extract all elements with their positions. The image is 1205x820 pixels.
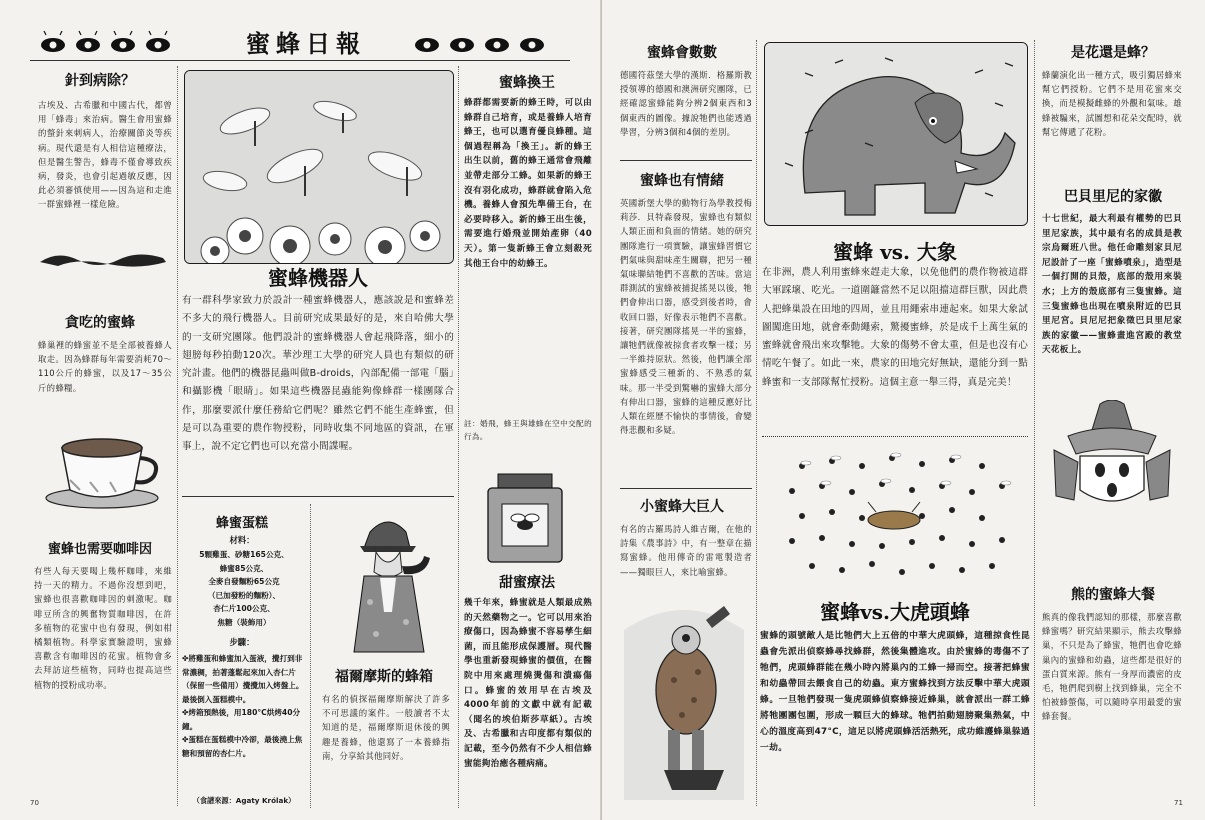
elephant-rule: [762, 436, 1028, 437]
elephant-illustration: [764, 42, 1028, 226]
emotion-title: 蜜蜂也有情緒: [640, 173, 724, 189]
bee-robot-illustration: [184, 70, 454, 264]
robot-rule: [182, 496, 454, 497]
giant-title: 小蜜蜂大巨人: [640, 499, 724, 515]
coffee-body: 有些人每天要喝上幾杯咖啡，來維持一天的精力。不過你沒想到吧，蜜蜂也很喜歡咖啡因的刺激呢。咖啡豆所含的興奮物質咖啡因，在許多植物的花蜜中也有發現，例如柑橘類植物。科學家實驗證明，蜜蜂喜歡含有咖啡因的花蜜。植物會多去拜訪這些植物，同時也提高這些植物的授粉成功率。: [34, 566, 172, 690]
left-page: [0, 0, 601, 820]
honey-jar-icon: [478, 470, 572, 566]
holmes-body: 有名的偵探福爾摩斯解決了許多不可思議的案件。一般讀者不太知道的是，福爾摩斯退休後的興趣是養蜂，他還寫了一本養蜂指南，分享給其他同好。: [322, 694, 450, 761]
cyclops-illustration: [624, 600, 744, 800]
needle-title: 針到病除？: [65, 73, 135, 89]
masthead-rule: [30, 60, 570, 61]
sweet-body: 幾千年來，蜂蜜就是人類最成熟的天然藥物之一。它可以用來治療傷口，因為蜂蜜不容易孳生細菌，而且能形成保護層。現代醫學也重新發現蜂蜜的價值，在醫院中用來處理燒燙傷和潰瘍傷口。蜂蜜的效用早在古埃及4000年前的文獻中就有記載（聞名的埃伯斯莎草紙）。古埃及、古希臘和古印度都有類似的記載，至今仍然有不少人相信蜂蜜能夠治癒各種病痛。: [464, 598, 592, 769]
wave-ornament-icon: [38, 250, 168, 270]
cake-source: （食譜來源：Agaty Królak）: [192, 796, 296, 805]
cake-step: ✤蛋糕在蛋糕模中冷卻，最後澆上焦糖和預留的杏仁片。: [182, 735, 303, 758]
queen-title: 蜜蜂換王: [499, 75, 555, 91]
cake-ingredients: [182, 548, 306, 629]
queen-body: 蜂群都需要新的蜂王時，可以由蜂群自己培育，或是養蜂人培育蜂王，也可以選育優良蜂種。這個過程稱為「換王」。新的蜂王出生以前，舊的蜂王通常會飛離並帶走部分工蜂。如果新的蜂王沒有羽化成功，蜂群就會陷入危機。養蜂人會預先準備王台，在必要時移入。新的蜂王出生後，需要進行婚飛並開始產卵（40天）。第一隻新蜂王會立刻殺死其他王台中的幼蜂王。: [464, 98, 592, 269]
coffee-title: 蜜蜂也需要咖啡因: [47, 542, 152, 557]
column-divider: [177, 66, 178, 806]
bee-eye-ornament-icon-right: [410, 30, 560, 56]
needle-body: 古埃及、古希臘和中國古代，都曾用「蜂毒」來治病。醫生會用蜜蜂的螫針來刺病人，治療關節炎等疾病。現代還是有人相信這種療法，但是醫生警告，蜂毒不僅會導致疾病，發炎，也會引起過敏反應，因此必須審慎使用——因為這和走進一群蜜蜂裡一樣危險。: [38, 100, 172, 210]
hornet-title: 蜜蜂vs.大虎頭蜂: [820, 600, 970, 624]
flower-title: 是花還是蜂？: [1071, 45, 1155, 61]
elephant-body: 在非洲，農人利用蜜蜂來趕走大象，以免他們的農作物被這群大軍踩壞、吃光。一道圍籬當然不足以阻擋這群巨獸，因此農人把蜂巢設在田地的四周，並且用繩索串連起來。如果大象試圖闖進田地，就會牽動繩索，驚擾蜜蜂，於是成千上萬生氣的蜜蜂就會飛出來攻擊牠。大象的傷勢不會太重，但是也沒有心情吃午餐了。如此一來，農家的田地完好無缺，還能分到一點蜂蜜和一支部隊幫忙授粉。這個主意一舉三得，真是完美！: [762, 267, 1028, 388]
left-page-number: 70: [30, 799, 39, 807]
bear-title: 熊的蜜蜂大餐: [1071, 587, 1155, 603]
column-divider: [458, 66, 459, 808]
column-divider: [310, 504, 311, 808]
greedy-body: 蜂巢裡的蜂蜜並不是全部被養蜂人取走。因為蜂群每年需要消耗70～110公斤的蜂蜜，以及17～35公斤的蜂糧。: [38, 340, 172, 393]
masthead-title: 蜜蜂日報: [246, 29, 366, 58]
barberini-body: 十七世紀，最大利最有權勢的巴貝里尼家族，其中最有名的成員是教宗烏爾班八世。他任命雕刻家貝尼尼設計了一座「蜜蜂噴泉」，造型是一個打開的貝殼，底部的殼用來裝水；上方的殼底部有三隻蜜蜂。這三隻蜜蜂也出現在噴泉附近的巴貝里尼宮。貝尼尼把象徵巴貝里尼家族的家徽——蜜蜂畫進宮殿的教堂天花板上。: [1042, 214, 1182, 356]
count-body: 德國符茲堡大學的漢斯．格羅斯教授領導的德國和澳洲研究團隊，已經確認蜜蜂能夠分辨2個東西和3個東西的圖像。據說牠們也能透過學習，分辨3個和4個的差別。: [620, 70, 752, 137]
hornet-body: 蜜蜂的頭號敵人是比牠們大上五倍的中華大虎頭蜂，這種掠食性昆蟲會先派出偵察蜂尋找蜂群，然後集體進攻。由於蜜蜂的毒傷不了牠們，虎頭蜂群能在幾小時內將巢內的工蜂一掃而空。接著把蜂蜜和幼蟲帶回去餵食自己的幼蟲。東方蜜蜂找到方法反擊中華大虎頭蜂。一旦牠們發現一隻虎頭蜂偵察蜂接近蜂巢，就會派出一群工蜂將牠團團包圍，形成一顆巨大的蜂球。牠們拍動翅膀聚集熱氣，中心的溫度高到47°C，這足以將虎頭蜂活活熱死，成功維護蜂巢躲過一劫。: [760, 631, 1030, 753]
right-page: [602, 0, 1205, 820]
barberini-crest-icon: [1050, 400, 1174, 516]
elephant-title: 蜜蜂 vs. 大象: [833, 240, 957, 264]
cake-steps-label: 步驟：: [229, 637, 255, 647]
cake-steps: [182, 652, 306, 760]
queen-note: 註：婚飛，蜂王與雄蜂在空中交配的行為。: [464, 419, 592, 441]
flower-body: 蜂蘭演化出一種方式，吸引獨居蜂來幫它們授粉。它們不是用花蜜來交換，而是模擬雌蜂的外觀和氣味。雄蜂被騙來，試圖想和花朵交配時，就幫它傳遞了花粉。: [1042, 70, 1182, 137]
robot-body: 有一群科學家致力於設計一種蜜蜂機器人，應該說是和蜜蜂差不多大的飛行機器人。目前研究成果最好的是，來自哈佛大學的一支研究團隊。他們設計的蜜蜂機器人會起飛降落，細小的翅膀每秒拍動120次。華沙理工大學的研究人員也有類似的研究計畫。他們的機器昆蟲叫做B-droids，內部配備一部電「腦」和攝影機「眼睛」。如果這些機器昆蟲能夠像蜂群一樣團隊合作，那麼要派什麼任務給它們呢？雖然它們不能生產蜂蜜，但是可以為重要的農作物授粉，同時收集不同地區的資訊，在軍事上，說不定它們也可以充當小間諜喔。: [182, 295, 454, 453]
emotion-rule: [620, 488, 752, 489]
column-divider: [1034, 40, 1035, 806]
ingredient-line: 5顆雞蛋、砂糖165公克、: [199, 550, 289, 559]
hornet-ball-illustration: [772, 446, 1018, 586]
cake-step: ✤烤箱預熱後，用180°C烘烤40分鐘。: [182, 708, 301, 731]
ingredient-line: 全麥自發麵粉65公克: [208, 577, 280, 586]
greedy-title: 貪吃的蜜蜂: [65, 315, 135, 331]
ingredient-line: 焦糖（裝飾用）: [217, 617, 271, 627]
barberini-title: 巴貝里尼的家徽: [1064, 189, 1162, 205]
right-page-number: 71: [1174, 799, 1183, 807]
count-rule: [620, 160, 752, 161]
cake-title: 蜂蜜蛋糕: [215, 516, 268, 531]
ingredient-line: 蜂蜜85公克、: [219, 563, 269, 573]
column-divider: [756, 40, 757, 806]
cake-ingredients-label: 材料：: [229, 535, 255, 545]
sweet-title: 甜蜜療法: [499, 575, 555, 591]
holmes-illustration: [340, 512, 436, 656]
cake-step: ✤將雞蛋和蜂蜜加入蛋液，攪打到非常濃稠，拍著蓬鬆起來加入杏仁片（保留一些備用）攪攪加入烤盤上。最後倒入蛋糕模中。: [182, 654, 304, 704]
emotion-body: 英國新堡大學的動物行為學教授梅莉莎．貝特森發現，蜜蜂也有類似人類正面和負面的情緒。她的研究團隊進行一項實驗，讓蜜蜂習慣它們氣味與甜味產生關聯，把另一種氣味聯結牠們不喜歡的苦味。當這群測試的蜜蜂被捕捉搖晃以後，牠們會伸出口器，感受到後者時，會收回口器，好像表示牠們不喜歡。接著，研究團隊搖晃一半的蜜蜂，讓牠們就像被掠食者攻擊一樣；另一半維持原狀。然後，他們讓全部蜜蜂感受三種新的、不熟悉的氣味。那一半受到驚嚇的蜜蜂大部分有伸出口器，蜜蜂的這種反應好比人類在經歷不愉快的事情後，會變得悲觀和多疑。: [620, 198, 752, 436]
coffee-cup-icon: [40, 420, 168, 512]
bee-eye-ornament-icon: [36, 30, 186, 56]
bear-body: 熊真的像我們認知的那樣，那麼喜歡蜂蜜嗎？研究結果顯示，熊去攻擊蜂巢，不只是為了蜂蜜，牠們也會吃蜂巢內的蜜蜂和幼蟲，這些都是很好的蛋白質來源。熊有一身厚而濃密的皮毛，牠們爬到樹上找到蜂巢，完全不怕被蜂螫傷，可以隨時享用最愛的蜜蜂套餐。: [1042, 612, 1182, 722]
giant-body: 有名的古羅馬詩人維吉爾，在他的詩集《農事詩》中，有一整章在描寫蜜蜂。他用傳奇的雷電製造者——獨眼巨人，來比喻蜜蜂。: [620, 524, 752, 577]
count-title: 蜜蜂會數數: [647, 45, 717, 61]
ingredient-line: （已加發粉的麵粉）、: [207, 590, 281, 600]
ingredient-line: 杏仁片100公克、: [213, 604, 275, 613]
robot-title: 蜜蜂機器人: [268, 266, 368, 290]
holmes-title: 福爾摩斯的蜂箱: [335, 669, 433, 685]
